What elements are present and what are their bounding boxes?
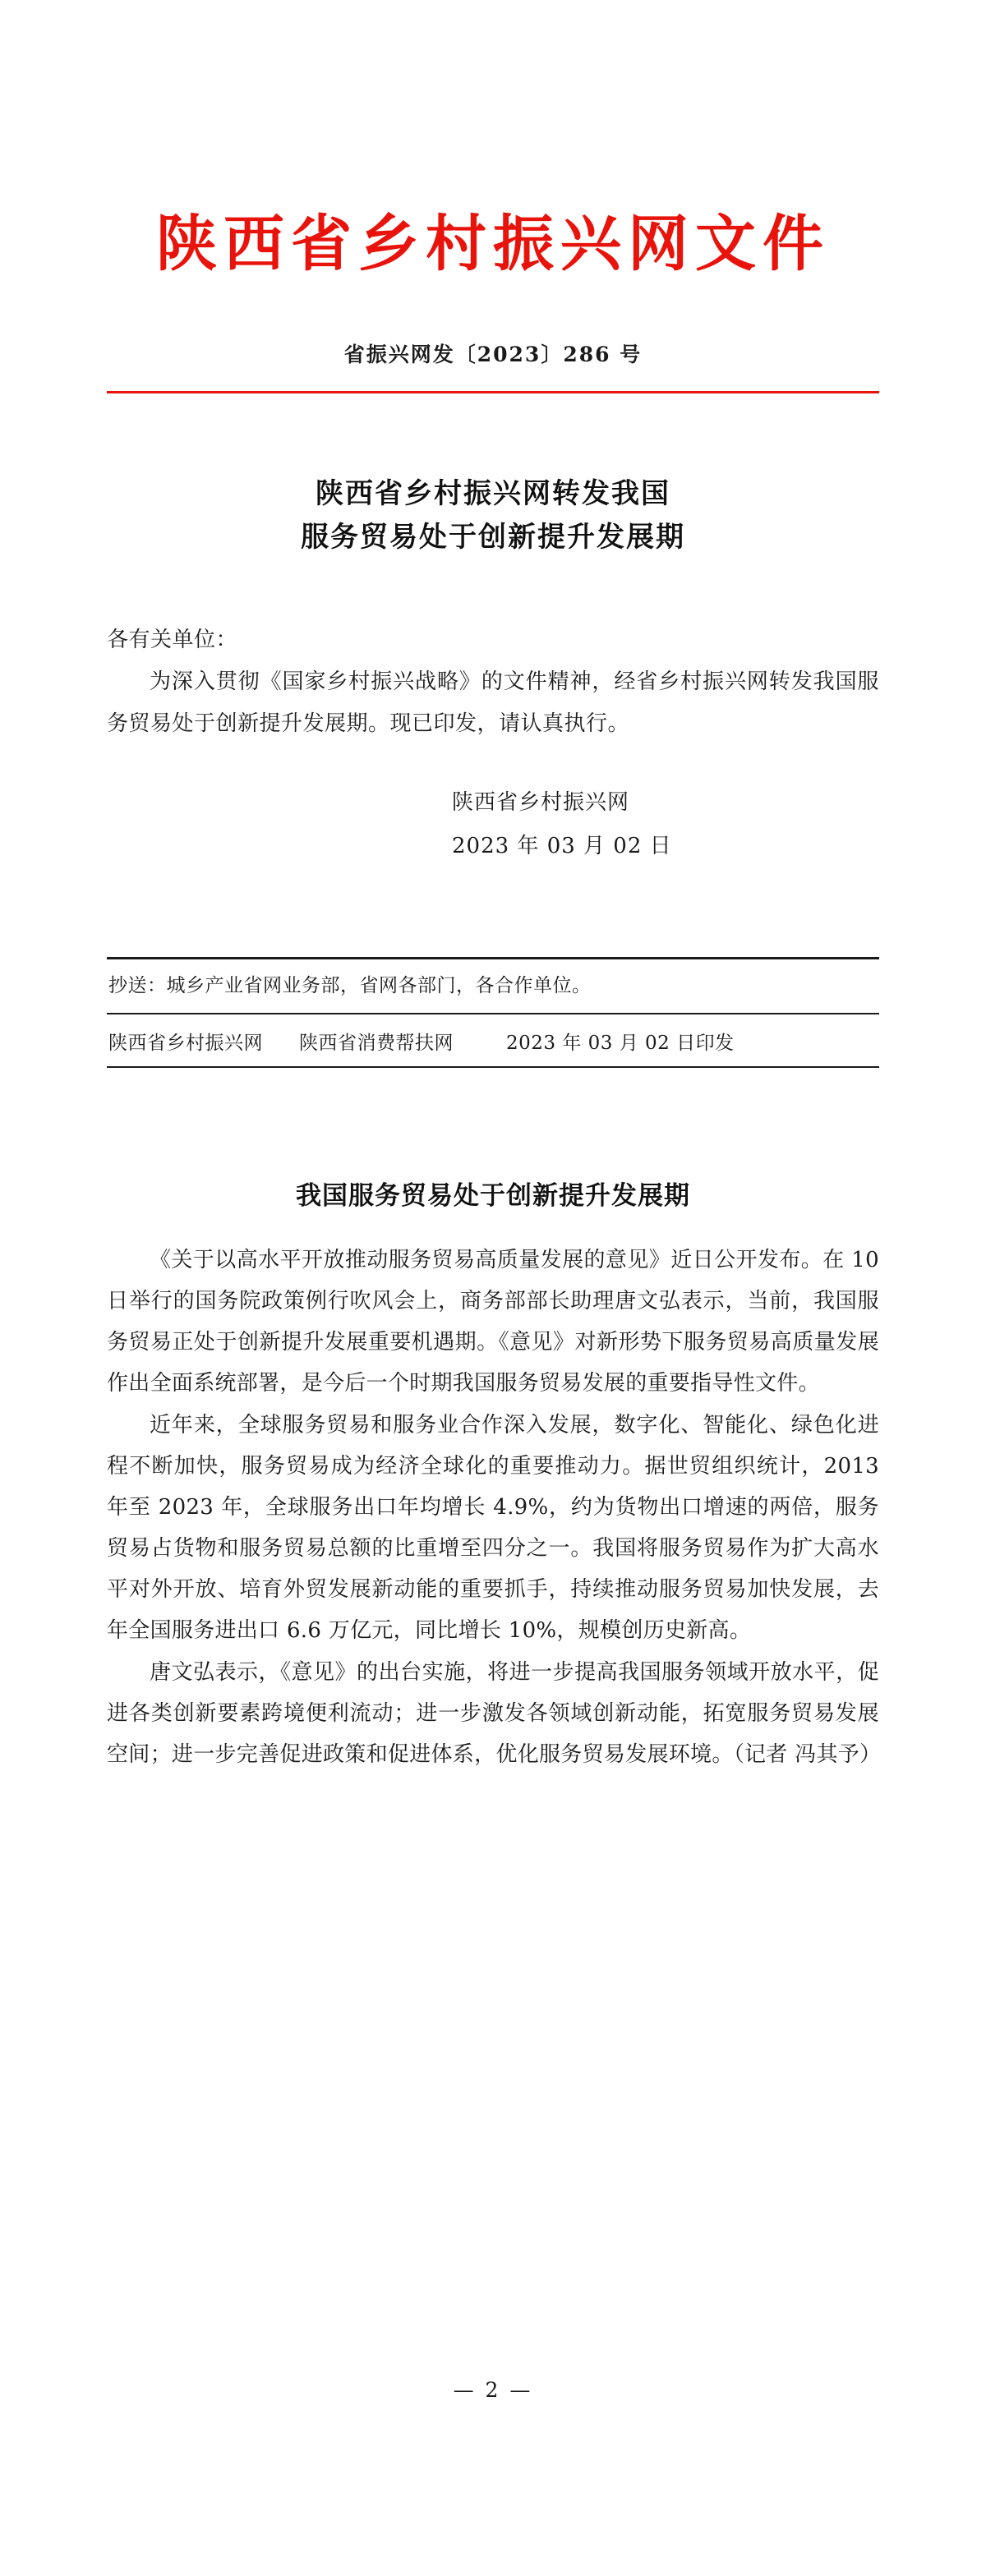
distribution-rule-bottom <box>107 1066 879 1068</box>
letterhead-red-rule <box>107 391 879 393</box>
body-paragraph: 为深入贯彻《国家乡村振兴战略》的文件精神，经省乡村振兴网转发我国服务贸易处于创新提升发展期。现已印发，请认真执行。 <box>107 669 879 736</box>
document-body <box>107 619 879 744</box>
document-title-line-2: 服务贸易处于创新提升发展期 <box>301 520 685 554</box>
letterhead <box>107 209 879 279</box>
signature-block <box>107 781 879 869</box>
document-number: 省振兴网发〔2023〕286 号 <box>343 343 643 367</box>
article-paragraph: 唐文弘表示，《意见》的出台实施，将进一步提高我国服务领域开放水平，促进各类创新要素跨境便利流动；进一步激发各领域创新动能，拓宽服务贸易发展空间；进一步完善促进政策和促进体系，优化服务贸易发展环境。（记者 冯其予） <box>107 1659 882 1767</box>
printer-partner: 陕西省消费帮扶网 <box>299 1032 454 1054</box>
article <box>107 1175 882 1775</box>
document-number-row <box>107 338 879 368</box>
page-number: — 2 — <box>453 2378 533 2402</box>
distribution-printer-row <box>107 1014 879 1066</box>
document-title <box>107 472 879 559</box>
print-date: 2023 年 03 月 02 日印发 <box>506 1032 735 1054</box>
document-sheet <box>107 0 882 1775</box>
article-body <box>107 1240 882 1775</box>
printer-organization: 陕西省乡村振兴网 <box>108 1032 263 1054</box>
document-title-line-1: 陕西省乡村振兴网转发我国 <box>316 477 670 511</box>
salutation: 各有关单位： <box>107 628 238 653</box>
letterhead-title: 陕西省乡村振兴网文件 <box>156 209 830 279</box>
signature-date: 2023 年 03 月 02 日 <box>452 833 672 858</box>
signature-organization: 陕西省乡村振兴网 <box>452 789 630 815</box>
article-heading: 我国服务贸易处于创新提升发展期 <box>296 1180 690 1211</box>
article-paragraph: 《关于以高水平开放推动服务贸易高质量发展的意见》近日公开发布。在 10 日举行的国务院政策例行吹风会上，商务部部长助理唐文弘表示，当前，我国服务贸易正处于创新提升发展重要机遇期。《意见》对新形势下服务贸易高质量发展作出全面系统部署，是今后一个时期我国服务贸易发展的重要指导性文件。 <box>107 1247 879 1396</box>
article-paragraph: 近年来，全球服务贸易和服务业合作深入发展，数字化、智能化、绿色化进程不断加快，服务贸易成为经济全球化的重要推动力。据世贸组织统计，2013 年至 2023 年，全球服务出口年均增长 4.9%，约为货物出口增速的两倍，服务贸易占货物和服务贸易总额的比重增至四分之一。我国将服务贸易作为扩大高水平对外开放、培育外贸发展新动能的重要抓手，持续推动服务贸易加快发展，去年全国服务进出口 6.6 万亿元，同比增长 10%，规模创历史新高。 <box>107 1412 879 1644</box>
distribution-copy-to: 抄送：城乡产业省网业务部，省网各部门，各合作单位。 <box>108 975 592 997</box>
distribution-block <box>107 957 879 1068</box>
